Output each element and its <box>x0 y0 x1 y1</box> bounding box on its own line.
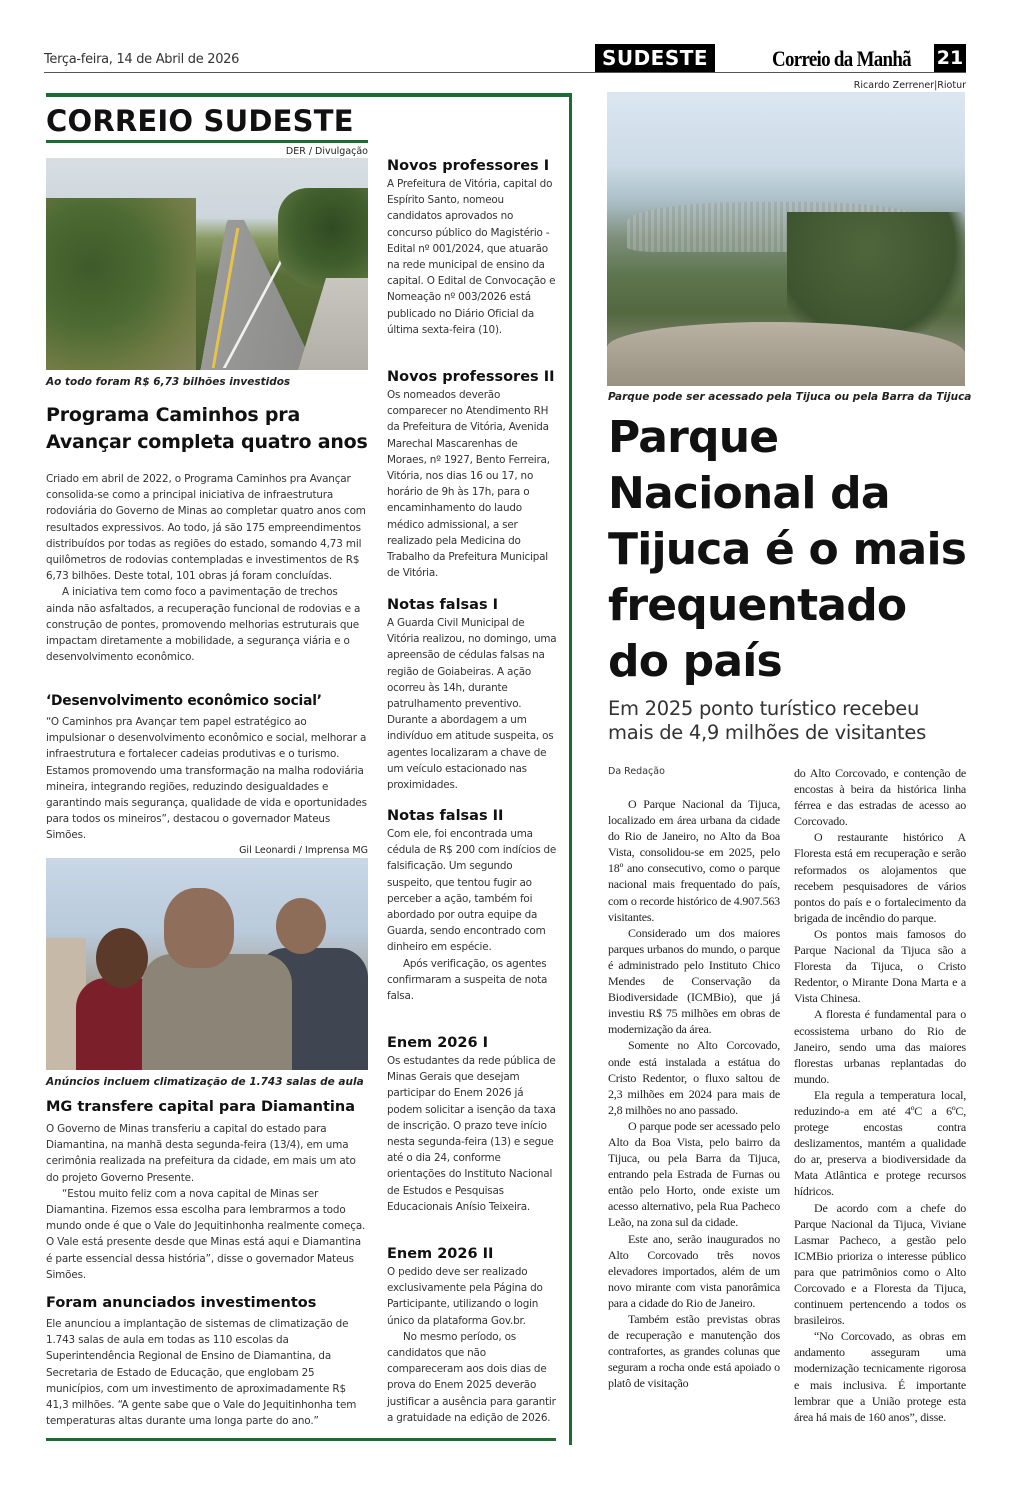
note-enem-2026-2 <box>387 1244 559 1426</box>
lead-quote <box>46 714 368 844</box>
issue-date: Terça-feira, 14 de Abril de 2026 <box>44 52 240 67</box>
note-title: Novos professores II <box>387 369 555 385</box>
section-tag: SUDESTE <box>595 44 715 72</box>
lead-story-body <box>46 471 368 665</box>
newspaper-masthead: Correio da Manhã <box>772 46 911 71</box>
paragraph: Os pontos mais famosos do Parque Nacional da Tijuca são a Floresta da Tijuca, o Cristo Redentor, o Mirante Dona Marta e a Vista Chinesa. <box>794 926 966 1006</box>
photo-caption: Ao todo foram R$ 6,73 bilhões investidos <box>46 376 291 388</box>
paragraph: Os nomeados deverão comparecer no Atendimento RH da Prefeitura de Vitória, Avenida Marechal Mascarenhas de Moraes, nº 1927, Bento Ferreira, Vitória, nos dias 16 ou 17, no horário de 9h às 17h, para o encaminhamento do laudo médico admissional, a ser realizado pela Medicina do Trabalho da Prefeitura Municipal de Vitória. <box>387 389 550 580</box>
note-novos-professores-1 <box>387 156 559 338</box>
page-number: 21 <box>934 44 966 72</box>
second-story-closing <box>46 1316 368 1429</box>
lead-subhead: ‘Desenvolvimento econômico social’ <box>46 693 322 709</box>
paragraph: Após verificação, os agentes confirmaram a suspeita de nota falsa. <box>387 957 548 1003</box>
paragraph: Os estudantes da rede pública de Minas Gerais que desejam participar do Enem 2026 já podem solicitar a isenção da taxa de inscrição. O prazo teve início nesta segunda-feira (13) e segue até o dia 24, conforme orientações do Instituto Nacional de Estudos e Pesquisas Educacionais Anísio Teixeira. <box>387 1055 556 1213</box>
main-story-column-2 <box>794 765 966 1425</box>
tijuca-park-photo <box>607 92 965 386</box>
photo-credit: Ricardo Zerrener|Riotur <box>853 80 966 91</box>
note-title: Novos professores I <box>387 158 550 174</box>
paragraph: A floresta é fundamental para o ecossistema urbano do Rio de Janeiro, sendo uma das maiores florestas urbanas replantadas do mundo. <box>794 1007 966 1086</box>
photo-credit: Gil Leonardi / Imprensa MG <box>239 845 368 856</box>
lead-headline: Programa Caminhos pra Avançar completa quatro anos <box>46 404 368 453</box>
paragraph: O Parque Nacional da Tijuca, localizado em área urbana da cidade do Rio de Janeiro, no Alto da Boa Vista, consolidou-se em 2025, pelo 18º ano consecutivo, como o parque nacional mais frequentado do país, com o recorde histórico de 4.907.563 visitantes. <box>608 797 780 924</box>
paragraph: “Estou muito feliz com a nova capital de Minas ser Diamantina. Fizemos essa escolha para lembrarmos a todo mundo onde é que o Vale do Jequitinhonha realmente começa. O Vale está presente desde que Minas está aqui e Diamantina é parte essencial dessa história”, disse o governador Mateus Simões. <box>46 1187 366 1281</box>
section-title-rule <box>46 140 368 143</box>
note-title: Notas falsas I <box>387 597 499 613</box>
note-title: Notas falsas II <box>387 808 504 824</box>
note-title: Enem 2026 I <box>387 1035 489 1051</box>
paragraph: Somente no Alto Corcovado, onde está instalada a estátua do Cristo Redentor, o fluxo saltou de 2,3 milhões em 2024 para mais de 2,8 milhões no ano passado. <box>608 1038 780 1117</box>
paragraph: O Governo de Minas transferiu a capital do estado para Diamantina, na manhã desta segunda-feira (13/4), em uma cerimônia realizada na prefeitura da cidade, em mais um ato do projeto Governo Presente. <box>46 1123 356 1184</box>
second-subhead: Foram anunciados investimentos <box>46 1295 317 1311</box>
note-notas-falsas-2 <box>387 806 559 1004</box>
note-enem-2026-1 <box>387 1033 559 1215</box>
note-novos-professores-2 <box>387 367 559 581</box>
note-title: Enem 2026 II <box>387 1246 494 1262</box>
page-header <box>44 44 966 74</box>
paragraph: A iniciativa tem como foco a pavimentação de trechos ainda não asfaltados, a recuperação funcional de rodovias e a construção de pontes, promovendo melhorias estruturais que impactam diretamente a mobilidade, a segurança viária e o desenvolvimento econômico. <box>46 586 361 664</box>
paragraph: “O Caminhos pra Avançar tem papel estratégico ao impulsionar o desenvolvimento econômico e social, melhorar a infraestrutura e fortalecer cadeias produtivas e o turismo. Estamos promovendo uma transformação na malha rodoviária mineira, integrando regiões, reduzindo desigualdades e garantindo mais segurança, qualidade de vida e oportunidades para todos os mineiros”, destacou o governador Mateus Simões. <box>46 716 367 842</box>
paragraph: Este ano, serão inaugurados no Alto Corcovado três novos elevadores importados, além de um novo mirante com vista panorâmica para a cidade do Rio de Janeiro. <box>608 1231 780 1310</box>
road-photo <box>46 158 368 370</box>
paragraph: Ele anunciou a implantação de sistemas de climatização de 1.743 salas de aula em todas as 110 escolas da Superintendência Regional de Ensino de Diamantina, da Secretaria de Estado de Educação, que englobam 25 municípios, com um investimento de aproximadamente R$ 41,3 milhões. “A gente sabe que o Vale do Jequitinhonha tem temperaturas altas durante uma longa parte do ano.” <box>46 1318 357 1428</box>
paragraph: De acordo com a chefe do Parque Nacional da Tijuca, Viviane Lasmar Pacheco, a gestão pelo ICMBio prioriza o interesse público para que patrimônios como o Alto Corcovado e a Floresta da Tijuca, continuem pertencendo a todos os brasileiros. <box>794 1200 966 1328</box>
section-title: CORREIO SUDESTE <box>46 104 354 138</box>
paragraph: Com ele, foi encontrada uma cédula de R$ 200 com indícios de falsificação. Um segundo suspeito, que tentou fugir ao perceber a ação, também foi abordado por outra equipe da Guarda, sendo encontrado com dinheiro em espécie. <box>387 828 557 954</box>
paragraph: O parque pode ser acessado pelo Alto da Boa Vista, pelo bairro da Tijuca, ou pela Barra da Tijuca, entrando pela Estrada de Furnas ou então pelo Horto, onde existe um acesso alternativo, pela Rua Pacheco Leão, na zona sul da cidade. <box>608 1118 780 1230</box>
paragraph: A Guarda Civil Municipal de Vitória realizou, no domingo, uma apreensão de cédulas falsas na região de Goiabeiras. A ação ocorreu às 14h, durante patrulhamento preventivo. Durante a abordagem a um indivíduo em atitude suspeita, os agentes localizaram a chave de um veículo estacionado nas proximidades. <box>387 617 557 792</box>
paragraph: do Alto Corcovado, e contenção de encostas à beira da histórica linha férrea e das estradas de acesso ao Corcovado. <box>794 766 966 829</box>
paragraph: O pedido deve ser realizado exclusivamente pela Página do Participante, utilizando o login único da plataforma Gov.br. <box>387 1266 543 1327</box>
ceremony-photo <box>46 858 368 1070</box>
byline: Da Redação <box>608 766 665 777</box>
header-divider <box>44 72 966 73</box>
main-deck: Em 2025 ponto turístico recebeu mais de 4,9 milhões de visitantes <box>608 697 926 744</box>
main-headline: Parque Nacional da Tijuca é o mais frequentado do país <box>608 412 967 687</box>
photo-caption: Parque pode ser acessado pela Tijuca ou pela Barra da Tijuca <box>608 391 972 403</box>
correio-sudeste-bottom-rule <box>46 1438 556 1441</box>
note-notas-falsas-1 <box>387 595 559 793</box>
paragraph: Criado em abril de 2022, o Programa Caminhos pra Avançar consolida-se como a principal iniciativa de infraestrutura rodoviária do Governo de Minas ao completar quatro anos com resultados expressivos. Ao todo, já são 175 empreendimentos distribuídos por todas as regiões do estado, somando 4,73 mil quilômetros de rodovias contempladas e investimentos de R$ 6,73 bilhões. Deste total, 101 obras já foram concluídas. <box>46 473 366 583</box>
paragraph: Ela regula a temperatura local, reduzindo-a em até 4ºC a 6ºC, protege encostas contra deslizamentos, mantém a qualidade do ar, preserva a biodiversidade da Mata Atlântica e protege recursos hídricos. <box>794 1087 966 1199</box>
photo-caption: Anúncios incluem climatização de 1.743 salas de aula <box>46 1076 364 1088</box>
second-story-body <box>46 1121 368 1283</box>
paragraph: Também estão previstas obras de recuperação e manutenção dos contrafortes, as grandes colunas que seguram a rocha onde está apoiado o platô de visitação <box>608 1312 780 1391</box>
paragraph: A Prefeitura de Vitória, capital do Espírito Santo, nomeou candidatos aprovados no concurso público do Magistério - Edital nº 001/2024, que atuarão na rede municipal de ensino da capital. O Edital de Convocação e Nomeação nº 003/2026 está publicado no Diário Oficial da última sexta-feira (10). <box>387 178 556 336</box>
paragraph: “No Corcovado, as obras em andamento asseguram uma modernização tecnicamente rigorosa e mais inclusiva. É importante lembrar que a União protege esta área há mais de 160 anos”, disse. <box>794 1329 966 1424</box>
paragraph: O restaurante histórico A Floresta está em recuperação e serão reformados os alojamentos que recebem pesquisadores de vários pontos do país e o fortalecimento da brigada de incêndio do parque. <box>794 830 966 925</box>
main-story-column-1 <box>608 796 780 1391</box>
photo-credit: DER / Divulgação <box>285 146 368 157</box>
second-headline: MG transfere capital para Diamantina <box>46 1099 356 1115</box>
paragraph: No mesmo período, os candidatos que não compareceram aos dois dias de prova do Enem 2025 deverão justificar a ausência para garantir a gratuidade na edição de 2026. <box>387 1330 556 1424</box>
paragraph: Considerado um dos maiores parques urbanos do mundo, o parque é administrado pelo Instituto Chico Mendes de Conservação da Biodiversidade (ICMBio), que já investiu R$ 75 milhões em obras de modernização da área. <box>608 925 780 1037</box>
